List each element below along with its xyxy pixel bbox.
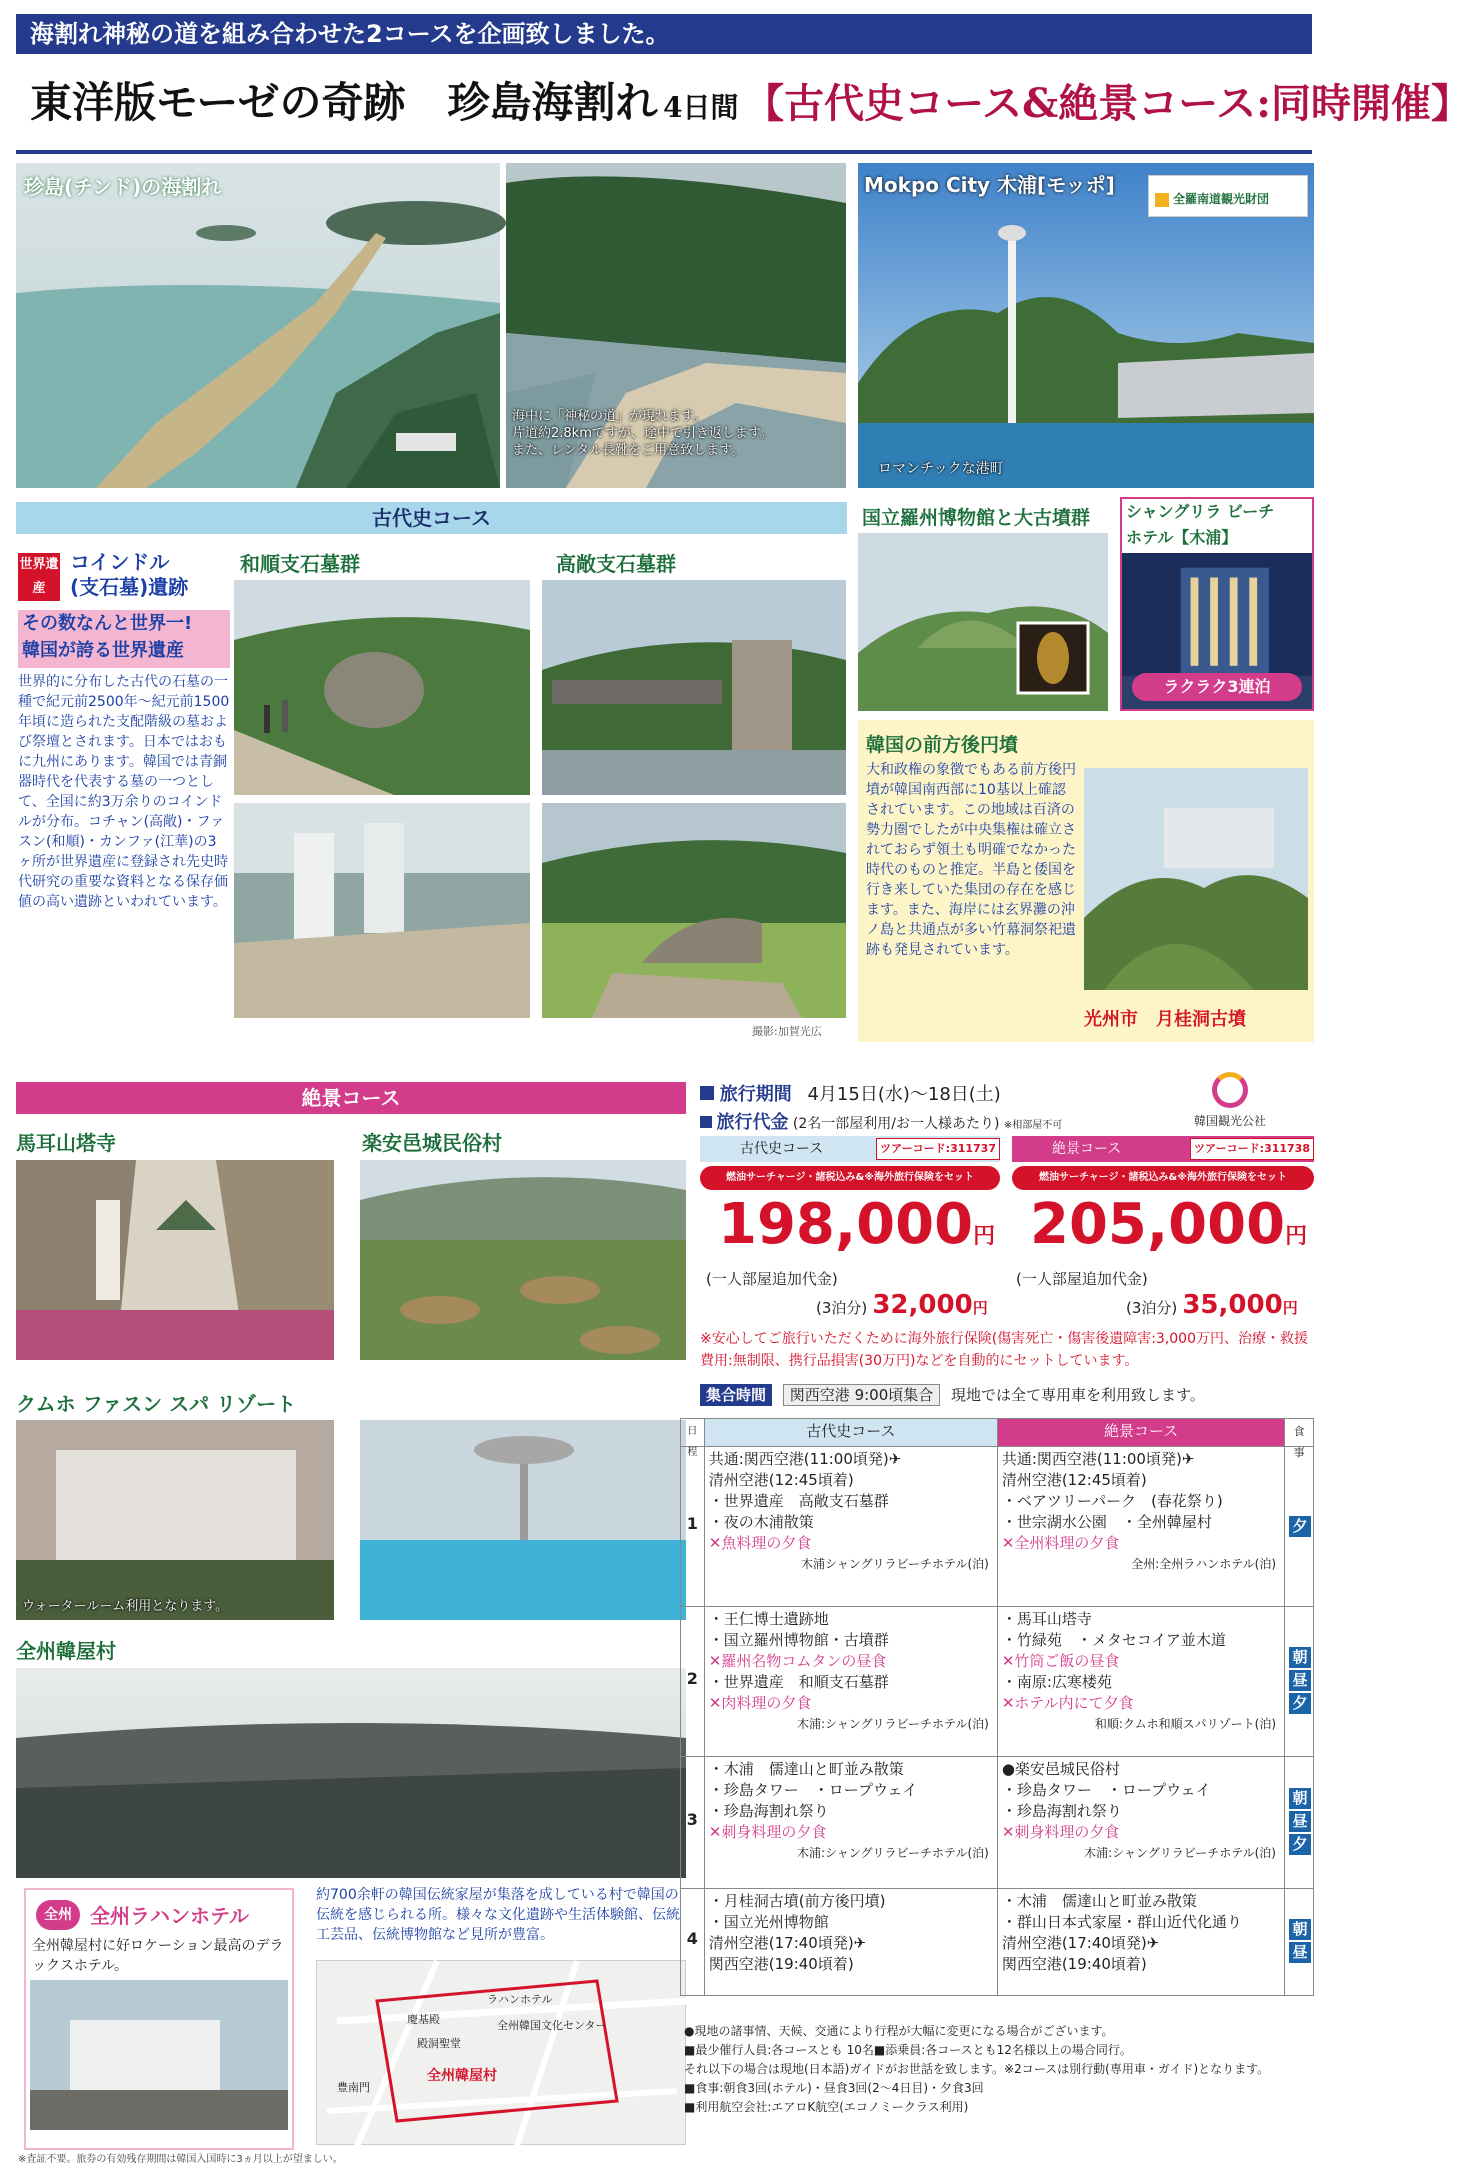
course-a-price-value: 198,000: [718, 1192, 974, 1257]
meal-tag: 昼: [1289, 1811, 1311, 1832]
map-label-cathedral: 殿洞聖堂: [417, 2037, 461, 2050]
course-b-surcharge: 燃油サーチャージ・諸税込み&※海外旅行保険をセット: [1012, 1166, 1314, 1190]
yen-a2: 円: [972, 1299, 988, 1317]
footnote-line: ■最少催行人員:各コースとも 10名■添乗員:各コースとも12名様以上の場合同行。: [684, 2043, 1132, 2057]
day-plan-b: [998, 1889, 1285, 1995]
course-b-code: ツアーコード:311738: [1190, 1138, 1314, 1160]
plan-line: 関西空港(19:40頃着): [708, 1955, 854, 1973]
hotel-photo: [30, 1980, 288, 2130]
dolmen-stone-photo: [542, 803, 846, 1018]
logo-mark: [1155, 193, 1169, 207]
naju-caption: 国立羅州博物館と大古墳群: [862, 507, 1091, 529]
day-meals: [1285, 1889, 1313, 1995]
kumho-caption: クムホ ファスン スパ リゾート: [16, 1392, 297, 1416]
org-logo: [1150, 1072, 1310, 1142]
naju-photo: [858, 533, 1108, 711]
mokpo-logo: [1148, 175, 1308, 217]
footnote-line: それ以下の場合は現地(日本語)ガイドがお世話を致します。※2コースは別行動(専用車・ガイド)となります。: [684, 2062, 1270, 2076]
nights-b: (3泊分): [1126, 1299, 1178, 1317]
day-plan-b: [998, 1447, 1285, 1606]
plan-line: ・竹緑苑 ・メタセコイア並木道: [1001, 1631, 1226, 1649]
course-b-single-value: 35,000: [1182, 1290, 1283, 1320]
dolmen-heading: コインドル (支石墓)遺跡: [70, 550, 189, 599]
plan-hotel: 木浦:シャングリラビーチホテル(泊): [796, 1846, 989, 1860]
meal-tag: 朝: [1289, 1647, 1311, 1668]
plan-line: 清州空港(17:40頃発)✈: [1001, 1934, 1160, 1952]
course-a-single-label: (一人部屋追加代金): [706, 1270, 838, 1288]
schedule-row: [681, 1447, 1313, 1607]
area-map: [316, 1960, 686, 2145]
scenic-course-banner: 絶景コース: [16, 1082, 686, 1114]
plan-hotel: 全州:全州ラハンホテル(泊): [1131, 1557, 1276, 1571]
day-plan-a: [705, 1757, 998, 1888]
plan-line: ✕羅州名物コムタンの昼食: [708, 1652, 887, 1670]
plan-line: ✕魚料理の夕食: [708, 1534, 812, 1552]
gochang-photo: [542, 580, 846, 795]
plan-line: ✕竹筒ご飯の昼食: [1001, 1652, 1120, 1670]
meeting-row: [700, 1384, 1205, 1405]
world-heritage-badge: 世界遺産: [18, 553, 60, 601]
footnotes: [684, 2022, 1314, 2117]
naganeup-caption: 楽安邑城民俗村: [362, 1131, 502, 1155]
day-meals: [1285, 1607, 1313, 1756]
price-label-row: [700, 1108, 1062, 1134]
map-label-pungnammun: 豊南門: [337, 2081, 370, 2094]
plan-line: ・珍島タワー ・ロープウェイ: [1001, 1781, 1211, 1799]
plan-line: ✕全州料理の夕食: [1001, 1534, 1120, 1552]
org-mark: [1212, 1072, 1248, 1108]
schedule-table: [680, 1418, 1314, 1996]
plan-line: ・月桂洞古墳(前方後円墳): [708, 1892, 886, 1910]
day-number: 3: [681, 1757, 705, 1888]
title-course: 【古代史コース&絶景コース:同時開催】: [744, 80, 1471, 127]
footnote-line: ●現地の諸事情、天候、交通により行程が大幅に変更になる場合がございます。: [684, 2024, 1114, 2038]
dolmen-pink-box: その数なんと世界一! 韓国が誇る世界遺産: [18, 610, 230, 668]
plan-line: 清州空港(17:40頃発)✈: [708, 1934, 867, 1952]
plan-line: ・世界遺産 和順支石墓群: [708, 1673, 889, 1691]
gochang-caption: 高敞支石墓群: [556, 552, 676, 576]
jeonju-photo: [16, 1668, 686, 1878]
plan-hotel: 木浦:シャングリラビーチホテル(泊): [796, 1717, 989, 1731]
course-a-price: [718, 1192, 995, 1257]
schedule-body: [681, 1447, 1313, 1995]
price-note: (2名一部屋利用/お一人様あたり): [792, 1116, 1000, 1132]
shangrila-photo: [1120, 497, 1314, 711]
shangrila-badge: ラクラク3連泊: [1132, 673, 1302, 701]
shangrila-caption: シャングリラ ビーチ ホテル【木浦】: [1122, 499, 1312, 553]
photo-credit: 撮影:加賀光広: [752, 1025, 822, 1038]
header-course-b: 絶景コース: [998, 1419, 1285, 1446]
day-number: 1: [681, 1447, 705, 1606]
meal-tag: 夕: [1289, 1516, 1311, 1537]
course-b-price: [1030, 1192, 1307, 1257]
plan-line: ✕刺身料理の夕食: [708, 1823, 827, 1841]
plan-line: 清州空港(12:45頃着): [1001, 1471, 1147, 1489]
plan-line: 清州空港(12:45頃着): [708, 1471, 854, 1489]
plan-line: ・珍島海割れ祭り: [1001, 1802, 1122, 1820]
plan-line: ・ベアツリーパーク (春花祭り): [1001, 1492, 1223, 1510]
map-label-village: 全州韓屋村: [427, 2068, 497, 2084]
day-plan-a: [705, 1607, 998, 1756]
header-day: 日程: [681, 1419, 705, 1446]
period-value: 4月15日(水)～18日(土): [807, 1084, 1001, 1105]
meal-tag: 昼: [1289, 1942, 1311, 1963]
mokpo-logo-text: 全羅南道観光財団: [1173, 192, 1270, 206]
course-a-name: 古代史コース: [740, 1141, 824, 1157]
meet-value: 関西空港 9:00頃集合: [783, 1384, 940, 1406]
plan-line: ・珍島タワー ・ロープウェイ: [708, 1781, 918, 1799]
course-b-price-value: 205,000: [1030, 1192, 1286, 1257]
yen-b: 円: [1285, 1224, 1308, 1249]
mokpo-photo: [858, 163, 1314, 488]
day-plan-b: [998, 1607, 1285, 1756]
plan-line: ・世宗湖水公園 ・全州韓屋村: [1001, 1513, 1212, 1531]
plan-line: 共通:関西空港(11:00頃発)✈: [1001, 1450, 1195, 1468]
header-course-a: 古代史コース: [705, 1419, 998, 1446]
price-label: 旅行代金: [716, 1112, 789, 1133]
course-a-single: [816, 1290, 988, 1320]
day-plan-a: [705, 1889, 998, 1995]
ancient-course-banner: 古代史コース: [16, 502, 847, 534]
day-number: 4: [681, 1889, 705, 1995]
day-plan-b: [998, 1757, 1285, 1888]
top-banner: 海割れ神秘の道を組み合わせた2コースを企画致しました。: [16, 14, 1312, 54]
kofun-box: [858, 720, 1314, 1042]
kumho-spa-photo: [360, 1420, 686, 1620]
plan-line: ・木浦 儒達山と町並み散策: [1001, 1892, 1197, 1910]
plan-line: ・珍島海割れ祭り: [708, 1802, 829, 1820]
footnote-line: ■食事:朝食3回(ホテル)・昼食3回(2～4日目)・夕食3回: [684, 2081, 984, 2095]
jindo-caption: 珍島(チンド)の海割れ: [24, 175, 222, 199]
square-icon: [700, 1086, 714, 1100]
course-a-single-value: 32,000: [872, 1290, 973, 1320]
plan-line: ・国立羅州博物館・古墳群: [708, 1631, 889, 1649]
kofun-description: 大和政権の象徴でもある前方後円墳が韓国南西部に10基以上確認されています。この地域は百済の勢力圏でしたが中央集権は確立されておらず領土も明確でなかった時代のものと推定。半島と倭国を行き来していた集団の存在を感じます。また、海岸には玄界灘の沖ノ島と共通点が多い竹幕洞祭祀遺跡も発見されています。: [866, 762, 1076, 958]
page-title: [30, 70, 1471, 140]
schedule-row: [681, 1607, 1313, 1757]
visa-note: ※査証不要。旅券の有効残存期間は韓国入国時に3ヵ月以上が望ましい。: [18, 2154, 343, 2165]
plan-line: ・木浦 儒達山と町並み散策: [708, 1760, 904, 1778]
map-lines: [317, 1961, 687, 2146]
nights-a: (3泊分): [816, 1299, 868, 1317]
map-label-gyeonggijeon: 慶基殿: [407, 2013, 440, 2026]
village-description: 約700余軒の韓国伝統家屋が集落を成している村で韓国の伝統を感じられる所。様々な文化遺跡や生活体験館、伝統工芸品、伝統博物館など見所が豊富。: [316, 1887, 680, 1943]
mokpo-caption: Mokpo City 木浦[モッポ]: [864, 173, 1115, 197]
plan-line: ・南原:広寒楼苑: [1001, 1673, 1112, 1691]
plan-line: ✕ホテル内にて夕食: [1001, 1694, 1134, 1712]
course-a-surcharge: 燃油サーチャージ・諸税込み&※海外旅行保険をセット: [700, 1166, 1000, 1190]
jindo-photo: [16, 163, 500, 488]
plan-line: ✕肉料理の夕食: [708, 1694, 812, 1712]
hwasun-caption: 和順支石墓群: [240, 552, 360, 576]
day-plan-a: [705, 1447, 998, 1606]
naganeup-photo: [360, 1160, 686, 1360]
org-name: 韓国観光公社: [1193, 1114, 1266, 1128]
square-icon: [700, 1116, 712, 1128]
period-label: 旅行期間: [719, 1084, 792, 1105]
yen-b2: 円: [1282, 1299, 1298, 1317]
plan-hotel: 木浦シャングリラビーチホテル(泊): [801, 1557, 989, 1571]
schedule-row: [681, 1889, 1313, 1995]
hotel-desc: 全州韓屋村に好ロケーション最高のデラックスホテル。: [32, 1938, 284, 1974]
course-b-single-label: (一人部屋追加代金): [1016, 1270, 1148, 1288]
header-meal: 食事: [1293, 1425, 1305, 1459]
plan-line: ・王仁博士遺跡地: [708, 1610, 829, 1628]
sea-road-photo: [506, 163, 846, 488]
plan-line: 関西空港(19:40頃着): [1001, 1955, 1147, 1973]
schedule-row: [681, 1757, 1313, 1889]
title-main: 東洋版モーゼの奇跡 珍島海割れ: [30, 78, 658, 127]
course-b-name: 絶景コース: [1052, 1141, 1122, 1157]
plan-hotel: 木浦:シャングリラビーチホテル(泊): [1084, 1846, 1276, 1860]
map-label-center: 全州韓国文化センター: [497, 2019, 607, 2032]
hotel-box: [24, 1888, 294, 2150]
kofun-heading: 韓国の前方後円墳: [866, 734, 1019, 756]
plan-hotel: 和順:クムホ和順スパリゾート(泊): [1094, 1717, 1276, 1731]
day-number: 2: [681, 1607, 705, 1756]
kumho-photo: [16, 1420, 334, 1620]
maisan-caption: 馬耳山塔寺: [16, 1131, 116, 1155]
plan-line: ✕刺身料理の夕食: [1001, 1823, 1120, 1841]
hwasun-photo: [234, 580, 530, 795]
course-b-single: [1126, 1290, 1298, 1320]
yen-a: 円: [973, 1224, 996, 1249]
hotel-tag: 全州: [36, 1900, 80, 1930]
meet-label: 集合時間: [700, 1384, 772, 1406]
plan-line: ・馬耳山塔寺: [1001, 1610, 1092, 1628]
plan-line: 共通:関西空港(11:00頃発)✈: [708, 1450, 902, 1468]
jeonju-caption: 全州韓屋村: [16, 1639, 116, 1663]
title-days: 4日間: [663, 91, 739, 124]
insurance-note: ※安心してご旅行いただくために海外旅行保険(傷害死亡・傷害後遺障害:3,000万円、治療・救援費用:無制限、携行品損害(30万円)などを自動的にセットしています。: [700, 1331, 1308, 1369]
plan-line: ●楽安邑城民俗村: [1001, 1760, 1120, 1778]
meal-tag: 夕: [1289, 1834, 1311, 1855]
footnote-line: ■利用航空会社:エアロK航空(エコノミークラス利用): [684, 2100, 969, 2114]
day-meals: [1285, 1447, 1313, 1606]
meal-tag: 昼: [1289, 1670, 1311, 1691]
map-label-lahan: ラハンホテル: [487, 1993, 553, 2006]
title-rule: [16, 150, 1312, 154]
period-row: [700, 1080, 1001, 1106]
mokpo-subcaption: ロマンチックな港町: [878, 461, 1004, 477]
plan-line: ・国立光州博物館: [708, 1913, 829, 1931]
meal-tag: 朝: [1289, 1919, 1311, 1940]
dolmen-museum-photo: [234, 803, 530, 1018]
maisan-photo: [16, 1160, 334, 1360]
meal-tag: 朝: [1289, 1788, 1311, 1809]
price-note-2: ※相部屋不可: [1003, 1120, 1063, 1131]
course-a-code: ツアーコード:311737: [876, 1138, 1000, 1160]
day-meals: [1285, 1757, 1313, 1888]
hotel-name: 全州ラハンホテル: [90, 1904, 249, 1928]
gwangju-caption: 光州市 月桂洞古墳: [1084, 1009, 1246, 1030]
meet-note: 現地では全て専用車を利用致します。: [951, 1386, 1205, 1404]
course-b-header: [1012, 1136, 1314, 1162]
kumho-subcaption: ウォータールーム利用となります。: [22, 1599, 229, 1614]
gwangju-kofun-photo: [1084, 768, 1308, 990]
plan-line: ・夜の木浦散策: [708, 1513, 814, 1531]
course-a-header: [700, 1136, 1000, 1162]
meal-tag: 夕: [1289, 1693, 1311, 1714]
dolmen-description: 世界的に分布した古代の石墓の一種で紀元前2500年～紀元前1500年頃に造られた支配階級の墓および祭壇とされます。日本ではおもに九州にあります。韓国では青銅器時代を代表する墓の一つとして、全国に約3万余りのコインドルが分布。コチャン(高敞)・ファスン(和順)・カンファ(江華)の3ヶ所が世界遺産に登録され先史時代研究の重要な資料となる保存価値の高い遺跡といわれています。: [18, 674, 230, 910]
plan-line: ・群山日本式家屋・群山近代化通り: [1001, 1913, 1242, 1931]
sea-road-caption: 海中に「神秘の道」が現れます。 片道約2.8kmですが、途中で引き返します。 また、レンタル長靴をご用意致します。: [512, 409, 773, 458]
plan-line: ・世界遺産 高敞支石墓群: [708, 1492, 889, 1510]
